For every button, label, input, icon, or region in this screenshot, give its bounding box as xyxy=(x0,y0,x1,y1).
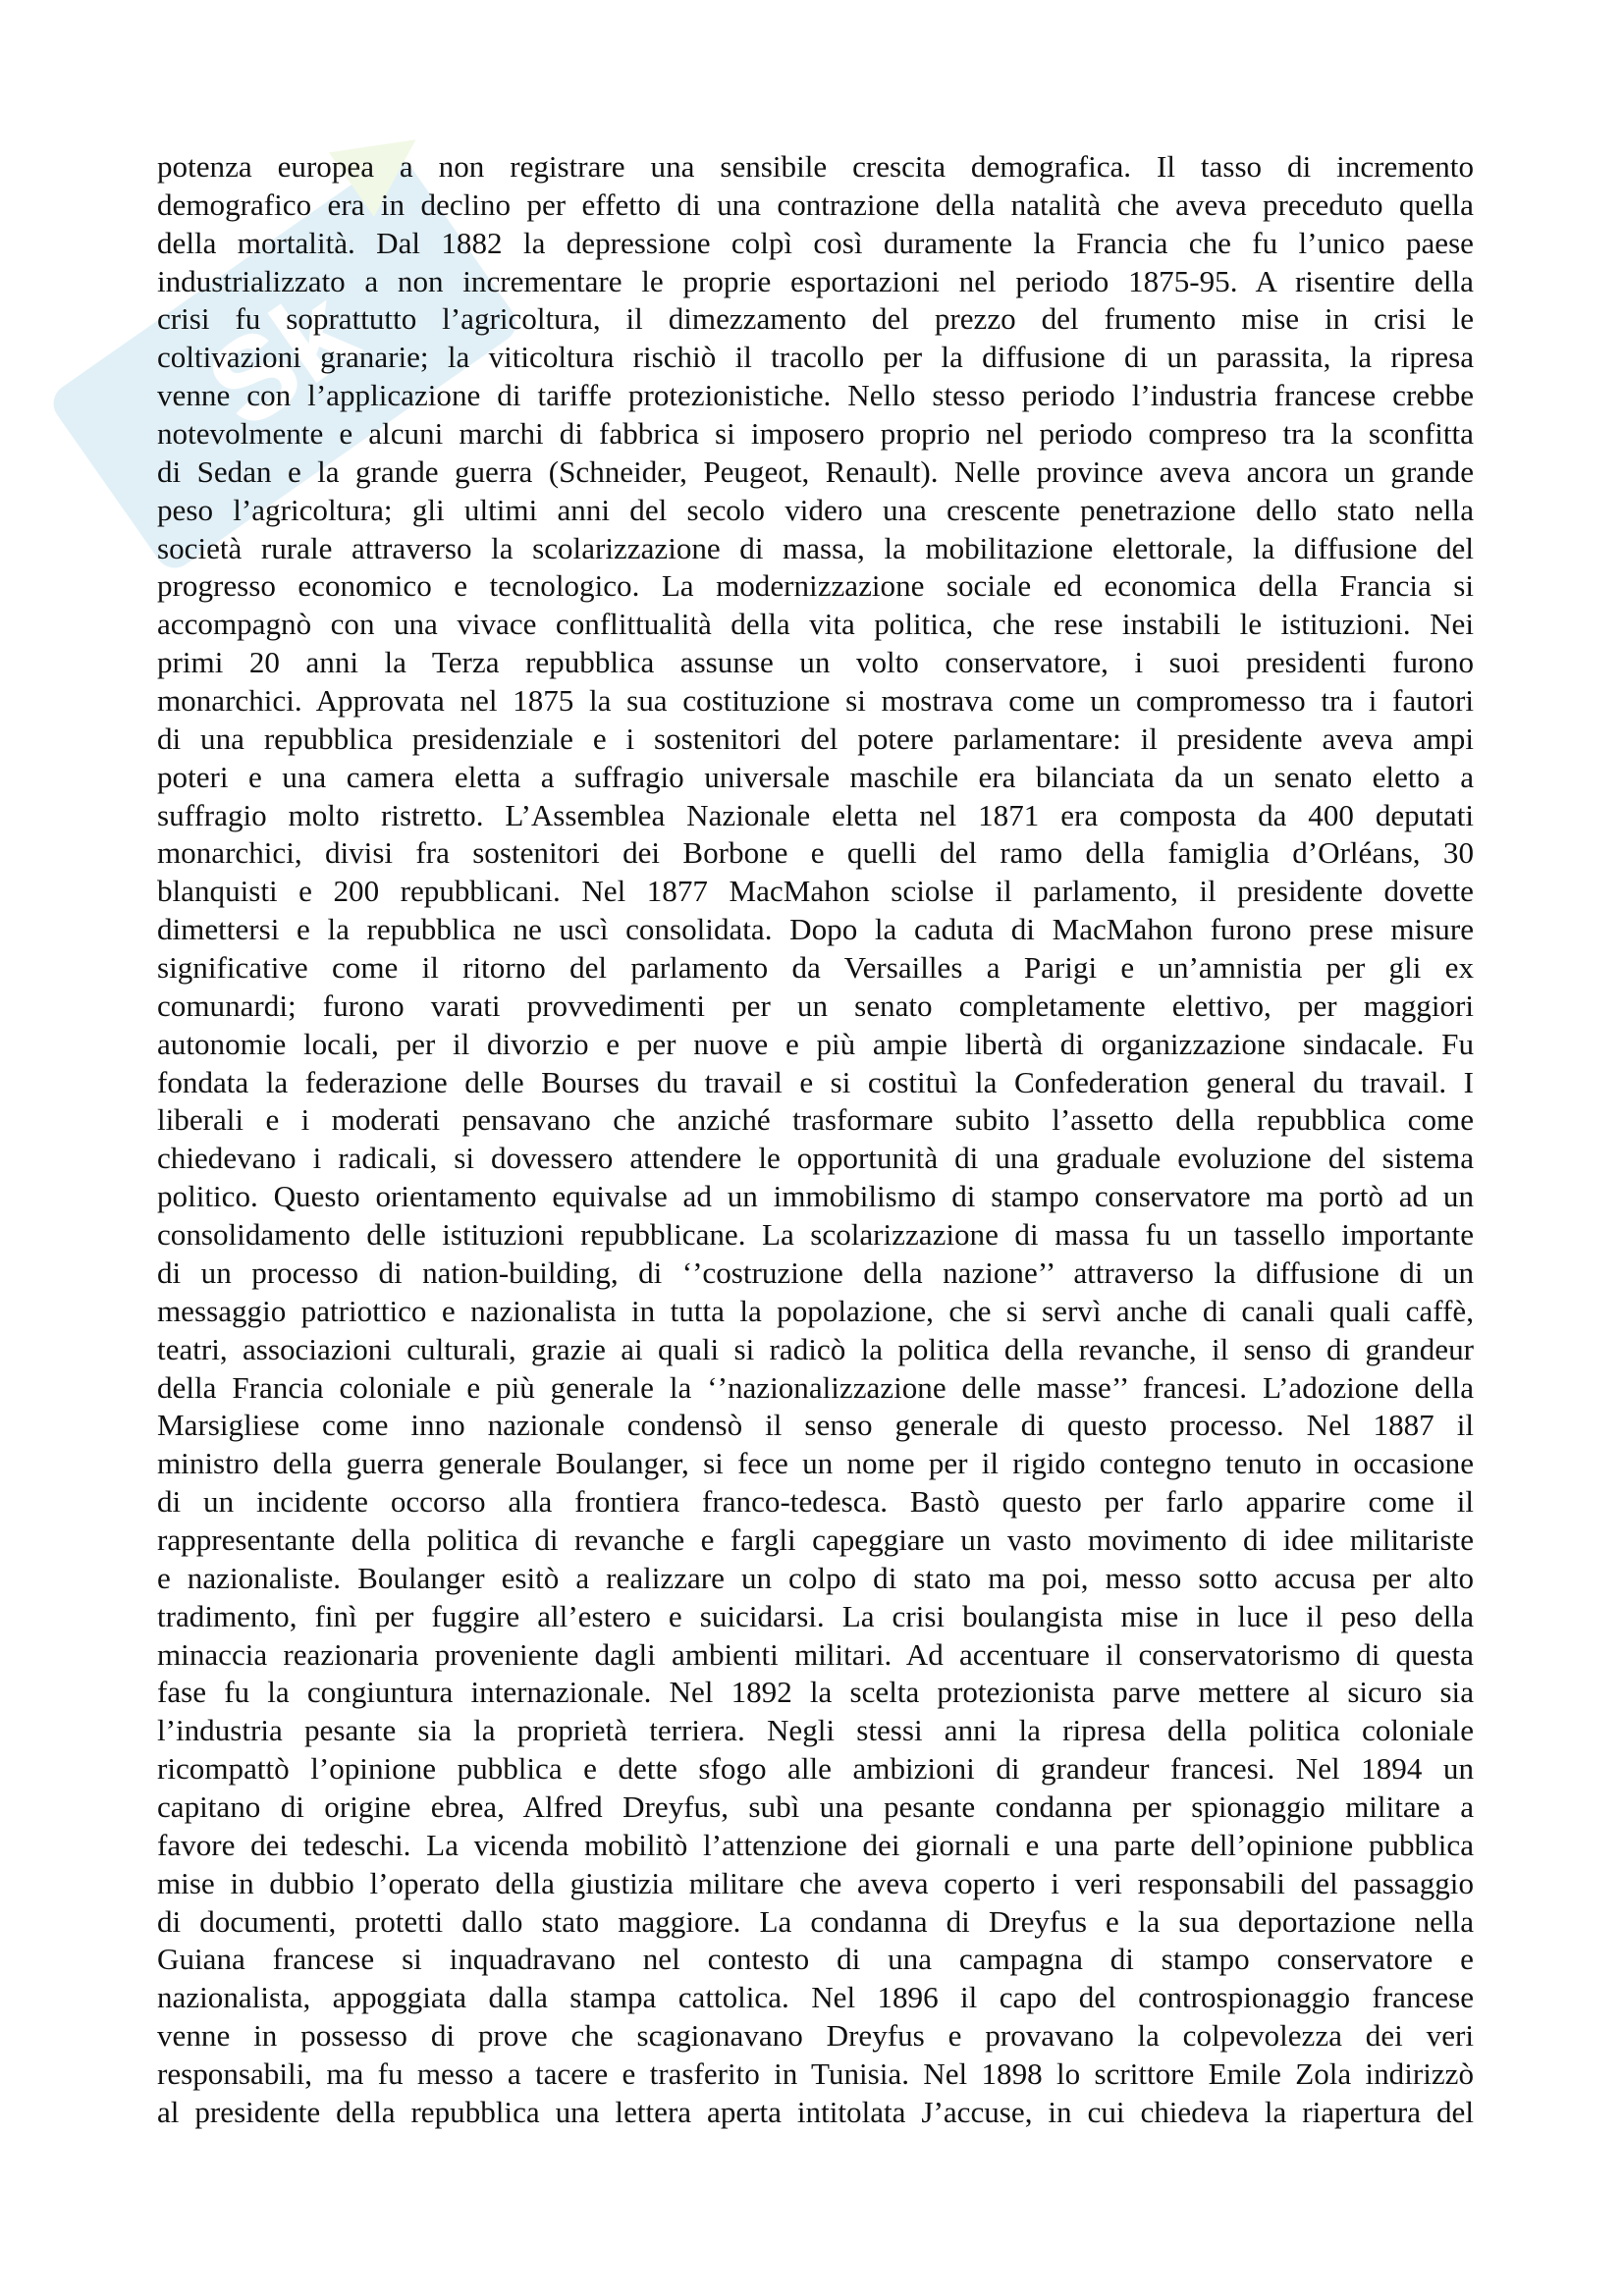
text-line: significative come il ritorno del parlamento da Versailles a Parigi e un’amnistia per gli ex xyxy=(157,950,1474,986)
text-line: di una repubblica presidenziale e i sostenitori del potere parlamentare: il presidente aveva ampi xyxy=(157,721,1474,756)
text-line: comunardi; furono varati provvedimenti per un senato completamente elettivo, per maggiori xyxy=(157,988,1474,1023)
text-line: venne in possesso di prove che scagionavano Dreyfus e provavano la colpevolezza dei veri xyxy=(157,2018,1474,2054)
text-line: della mortalità. Dal 1882 la depressione colpì così duramente la Francia che fu l’unico paese xyxy=(157,225,1474,260)
text-line: di un incidente occorso alla frontiera franco-tedesca. Bastò questo per farlo apparire come il xyxy=(157,1484,1474,1520)
text-line: blanquisti e 200 repubblicani. Nel 1877 MacMahon sciolse il parlamento, il presidente dovette xyxy=(157,874,1474,909)
text-line: della Francia coloniale e più generale la ‘’nazionalizzazione delle masse’’ francesi. L’adozione della xyxy=(157,1369,1474,1405)
text-line: monarchici. Approvata nel 1875 la sua costituzione si mostrava come un compromesso tra i fautori xyxy=(157,683,1474,719)
text-line: primi 20 anni la Terza repubblica assunse un volto conservatore, i suoi presidenti furono xyxy=(157,645,1474,680)
text-line: poteri e una camera eletta a suffragio universale maschile era bilanciata da un senato eletto a xyxy=(157,759,1474,794)
text-line: ministro della guerra generale Boulanger, si fece un nome per il rigido contegno tenuto in occasione xyxy=(157,1446,1474,1481)
text-line: autonomie locali, per il divorzio e per nuove e più ampie libertà di organizzazione sindacale. Fu xyxy=(157,1026,1474,1061)
text-line: potenza europea a non registrare una sensibile crescita demografica. Il tasso di incremento xyxy=(157,149,1474,184)
text-line: accompagnò con una vivace conflittualità della vita politica, che rese instabili le istituzioni. Nei xyxy=(157,607,1474,642)
text-line: fondata la federazione delle Bourses du travail e si costituì la Confederation general du travail. I xyxy=(157,1064,1474,1099)
text-line: nazionalista, appoggiata dalla stampa cattolica. Nel 1896 il capo del controspionaggio francese xyxy=(157,1980,1474,2015)
text-line: venne con l’applicazione di tariffe protezionistiche. Nello stesso periodo l’industria francese crebbe xyxy=(157,378,1474,413)
text-line: monarchici, divisi fra sostenitori dei Borbone e quelli del ramo della famiglia d’Orléans, 30 xyxy=(157,835,1474,871)
text-line: rappresentante della politica di revanche e fargli capeggiare un vasto movimento di idee militariste xyxy=(157,1522,1474,1557)
text-line: progresso economico e tecnologico. La modernizzazione sociale ed economica della Francia si xyxy=(157,568,1474,604)
text-line: messaggio patriottico e nazionalista in tutta la popolazione, che si servì anche di canali quali caffè, xyxy=(157,1293,1474,1328)
text-line: mise in dubbio l’operato della giustizia militare che aveva coperto i veri responsabili del passaggio xyxy=(157,1865,1474,1900)
text-line: di documenti, protetti dallo stato maggiore. La condanna di Dreyfus e la sua deportazione nella xyxy=(157,1903,1474,1939)
text-line: peso l’agricoltura; gli ultimi anni del secolo videro una crescente penetrazione dello stato nella xyxy=(157,492,1474,527)
text-line: tradimento, finì per fuggire all’estero e suicidarsi. La crisi boulangista mise in luce il peso della xyxy=(157,1598,1474,1633)
text-line: notevolmente e alcuni marchi di fabbrica si imposero proprio nel periodo compreso tra la sconfitta xyxy=(157,416,1474,452)
text-line: di un processo di nation-building, di ‘’costruzione della nazione’’ attraverso la diffusione di un xyxy=(157,1255,1474,1290)
text-line: fase fu la congiuntura internazionale. Nel 1892 la scelta protezionista parve mettere al sicuro sia xyxy=(157,1675,1474,1710)
svg-text:Sk: Sk xyxy=(185,263,379,454)
text-line: società rurale attraverso la scolarizzazione di massa, la mobilitazione elettorale, la diffusione del xyxy=(157,530,1474,565)
text-line: industrializzato a non incrementare le proprie esportazioni nel periodo 1875-95. A risentire della xyxy=(157,263,1474,298)
text-line: favore dei tedeschi. La vicenda mobilitò l’attenzione dei giornali e una parte dell’opinione pubblica xyxy=(157,1827,1474,1862)
text-line: crisi fu soprattutto l’agricoltura, il dimezzamento del prezzo del frumento mise in crisi le xyxy=(157,301,1474,337)
text-line: l’industria pesante sia la proprietà terriera. Negli stessi anni la ripresa della politica coloniale xyxy=(157,1713,1474,1748)
text-line: di Sedan e la grande guerra (Schneider, Peugeot, Renault). Nelle province aveva ancora un grande xyxy=(157,454,1474,489)
text-line: Guiana francese si inquadravano nel contesto di una campagna di stampo conservatore e xyxy=(157,1942,1474,1977)
text-line: coltivazioni granarie; la viticoltura rischiò il tracollo per la diffusione di un parassita, la ripresa xyxy=(157,340,1474,375)
text-line: politico. Questo orientamento equivalse ad un immobilismo di stampo conservatore ma portò ad un xyxy=(157,1179,1474,1214)
document-body xyxy=(157,148,1474,2132)
text-line: capitano di origine ebrea, Alfred Dreyfus, subì una pesante condanna per spionaggio militare a xyxy=(157,1789,1474,1824)
text-line: minaccia reazionaria proveniente dagli ambienti militari. Ad accentuare il conservatorismo di questa xyxy=(157,1636,1474,1672)
text-line: al presidente della repubblica una lettera aperta intitolata J’accuse, in cui chiedeva la riapertura del xyxy=(157,2094,1474,2129)
text-line: responsabili, ma fu messo a tacere e trasferito in Tunisia. Nel 1898 lo scrittore Emile Zola indirizzò xyxy=(157,2056,1474,2091)
text-line: suffragio molto ristretto. L’Assemblea Nazionale eletta nel 1871 era composta da 400 deputati xyxy=(157,797,1474,832)
text-line: liberali e i moderati pensavano che anziché trasformare subito l’assetto della repubblica come xyxy=(157,1102,1474,1138)
text-line: consolidamento delle istituzioni repubblicane. La scolarizzazione di massa fu un tassello importante xyxy=(157,1217,1474,1253)
text-line: chiedevano i radicali, si dovessero attendere le opportunità di una graduale evoluzione del sistema xyxy=(157,1141,1474,1176)
text-line: dimettersi e la repubblica ne uscì consolidata. Dopo la caduta di MacMahon furono prese misure xyxy=(157,912,1474,947)
text-line: e nazionaliste. Boulanger esitò a realizzare un colpo di stato ma poi, messo sotto accusa per alto xyxy=(157,1560,1474,1595)
text-line: demografico era in declino per effetto di una contrazione della natalità che aveva preceduto quella xyxy=(157,187,1474,222)
text-line: teatri, associazioni culturali, grazie ai quali si radicò la politica della revanche, il senso di grandeur xyxy=(157,1331,1474,1366)
text-line: ricompattò l’opinione pubblica e dette sfogo alle ambizioni di grandeur francesi. Nel 1894 un xyxy=(157,1751,1474,1787)
text-line: Marsigliese come inno nazionale condensò il senso generale di questo processo. Nel 1887 il xyxy=(157,1408,1474,1443)
